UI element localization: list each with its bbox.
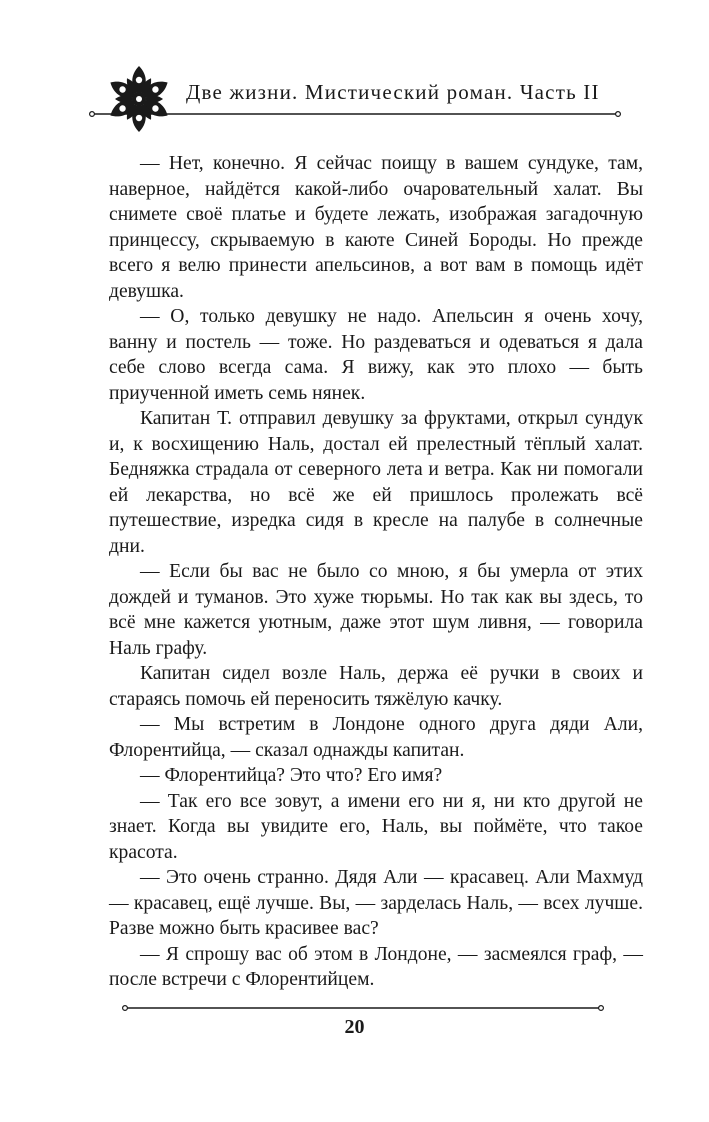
paragraph: Капитан сидел возле Наль, держа её ручки в своих и стараясь помочь ей переносить тяжёлую качку. — [109, 663, 643, 710]
page-number: 20 — [344, 1016, 365, 1038]
body-text — [109, 151, 643, 993]
header-divider — [88, 109, 622, 119]
paragraph: — Мы встретим в Лондоне одного друга дяди Али, Флорентийца, — сказал однажды капитан. — [109, 714, 643, 761]
mandala-ornament-icon — [104, 64, 174, 134]
paragraph: — Так его все зовут, а имени его ни я, ни кто другой не знает. Когда вы увидите его, Наль, вы поймёте, что такое красота. — [109, 790, 643, 863]
paragraph: — О, только девушку не надо. Апельсин я очень хочу, ванну и постель — тоже. Но раздеваться и одеваться я дала себе слово всегда сама. Я вижу, как это плохо — быть приученной иметь семь нянек. — [109, 306, 643, 404]
paragraph: — Это очень странно. Дядя Али — красавец. Али Махмуд — красавец, ещё лучше. Вы, — зарделась Наль, — всех лучше. Разве можно быть красивее вас? — [109, 867, 643, 939]
paragraph: — Флорентийца? Это что? Его имя? — [140, 765, 443, 786]
paragraph: Капитан Т. отправил девушку за фруктами, открыл сундук и, к восхищению Наль, достал ей прелестный тёплый халат. Бедняжка страдала от северного лета и ветра. Как ни помогали ей лекарства, но всё же ей пришлось пролежать всё путешествие, изредка сидя в кресле на палубе в солнечные дни. — [109, 408, 643, 557]
running-title: Две жизни. Мистический роман. Часть II — [186, 80, 600, 104]
footer-divider — [121, 1003, 605, 1013]
paragraph: — Я спрошу вас об этом в Лондоне, — засмеялся граф, — после встречи с Флорентийцем. — [109, 943, 643, 990]
paragraph: — Нет, конечно. Я сейчас поищу в вашем сундуке, там, наверное, найдётся какой-либо очаровательный халат. Вы снимете своё платье и будете лежать, изображая загадочную принцессу, скрываемую в каюте Синей Бороды. Но прежде всего я велю принести апельсинов, а вот вам в помощь идёт девушка. — [109, 153, 643, 302]
paragraph: — Если бы вас не было со мною, я бы умерла от этих дождей и туманов. Это хуже тюрьмы. Но так как вы здесь, то всё мне кажется уютным, даже этот шум ливня, — говорила Наль графу. — [109, 561, 643, 659]
